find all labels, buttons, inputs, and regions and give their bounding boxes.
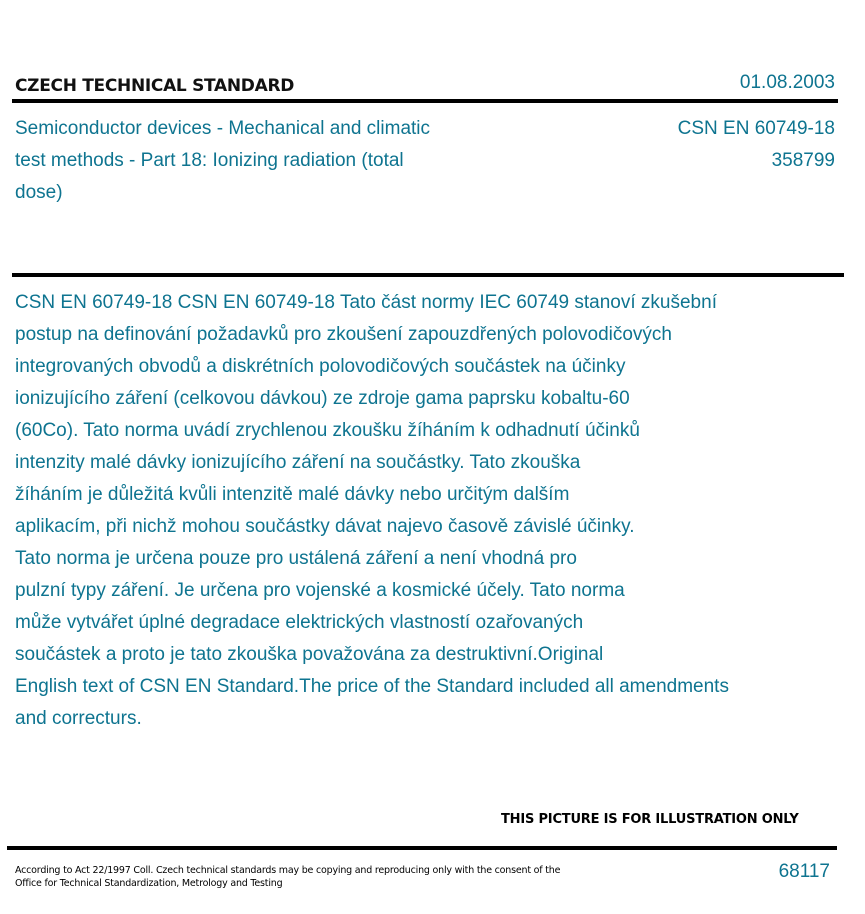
document-code: 68117 xyxy=(778,861,830,882)
document-title: Semiconductor devices - Mechanical and climatic test methods - Part 18: Ionizing radiation (total dose) xyxy=(15,118,431,203)
standard-description: CSN EN 60749-18 CSN EN 60749-18 Tato část normy IEC 60749 stanoví zkušební postup na definování požadavků pro zkoušení zapouzdřených polovodičových integrovaných obvodů a diskrétních polovodičových součástek na účinky ionizujícího záření (celkovou dávkou) ze zdroje gama paprsku kobaltu-60 (60Co). Tato norma uvádí zrychlenou zkoušku žíháním k odhadnutí účinků intenzity malé dávky ionizujícího záření na součástky. Tato zkouška žíháním je důležitá kvůli intenzitě malé dávky nebo určitým dalším aplikacím, při nichž mohou součástky dávat najevo časově závislé účinky. Tato norma je určena pouze pro ustálená záření a není vhodná pro pulzní typy záření. Je určena pro vojenské a kosmické účely. Tato norma může vytvářet úplné degradace elektrických vlastností ozařovaných součástek a proto je tato zkouška považována za destruktivní.Original English text of CSN EN Standard.The price of the Standard included all amendments and correcturs. xyxy=(15,292,729,729)
standard-number: CSN EN 60749-18 xyxy=(677,118,835,139)
legal-note: According to Act 22/1997 Coll. Czech technical standards may be copying and reproducing only with the consent of the Office for Technical Standardization, Metrology and Testing xyxy=(15,865,561,889)
header-divider xyxy=(12,99,838,103)
illustration-note: THIS PICTURE IS FOR ILLUSTRATION ONLY xyxy=(501,812,799,827)
standard-number-block xyxy=(678,113,835,177)
catalog-number: 358799 xyxy=(771,150,835,171)
header-label: CZECH TECHNICAL STANDARD xyxy=(15,76,295,96)
publication-date: 01.08.2003 xyxy=(739,72,835,93)
footer-divider xyxy=(7,846,837,850)
title-divider xyxy=(12,273,844,277)
